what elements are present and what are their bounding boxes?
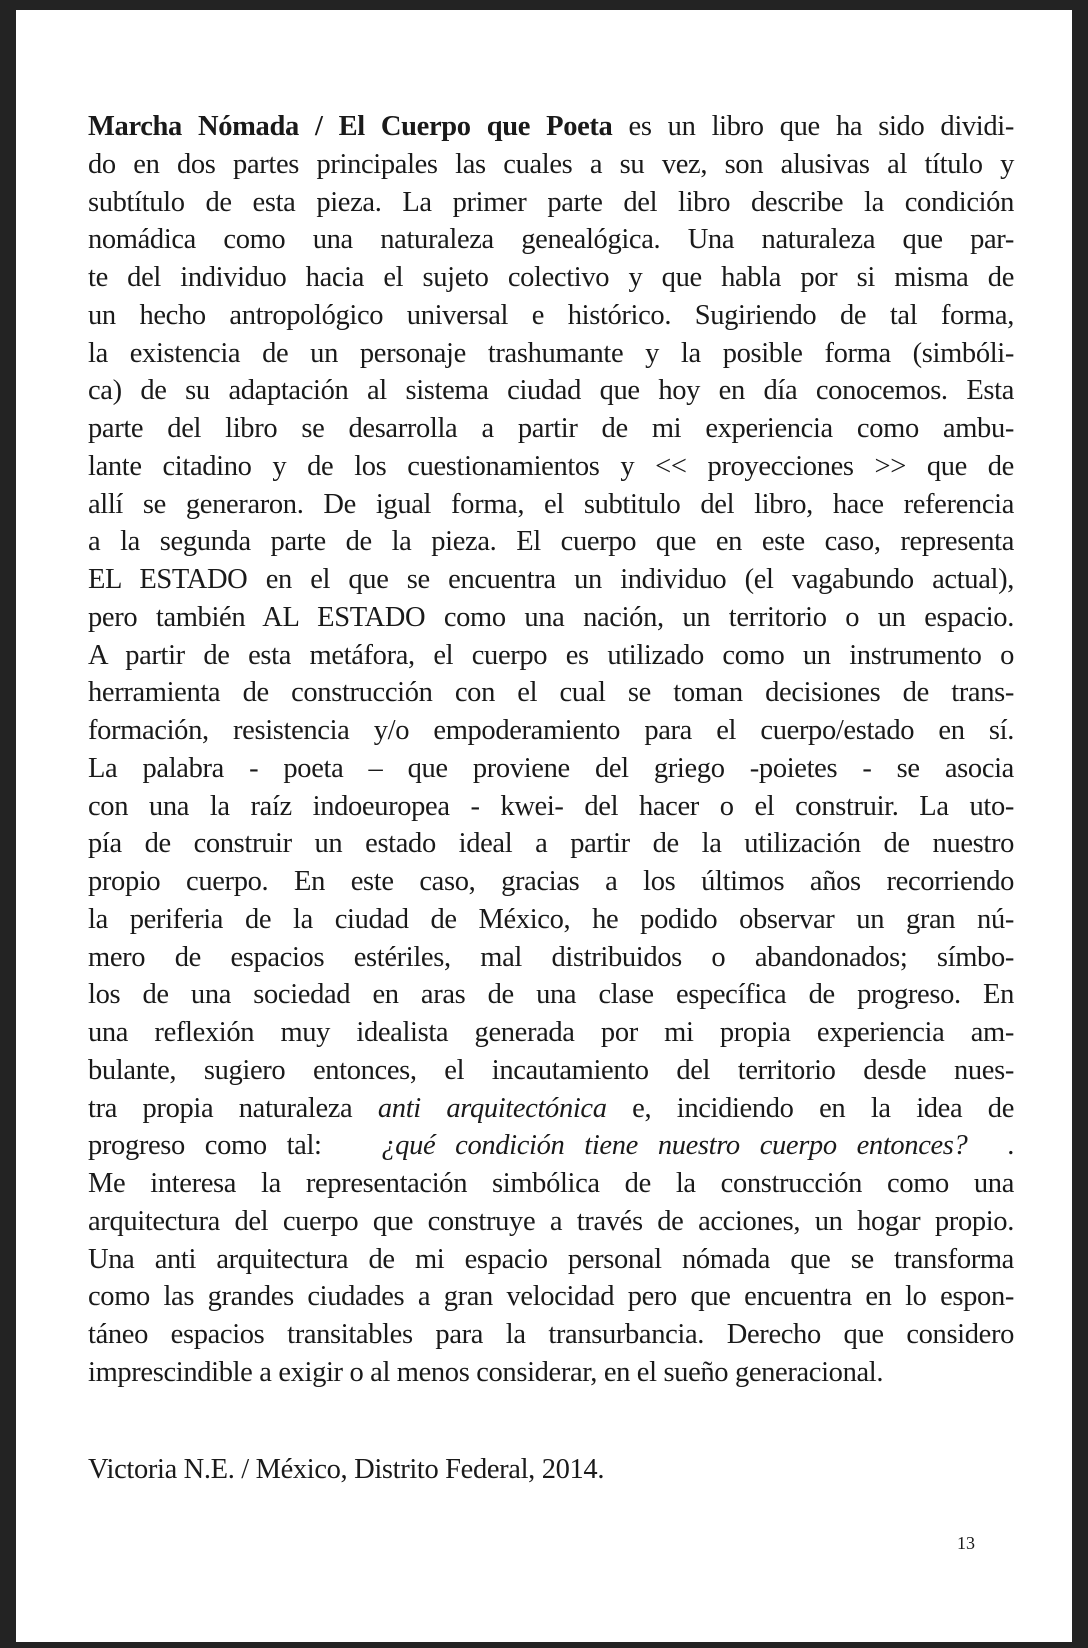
text-line: parte del libro se desarrolla a partir de mi experiencia como ambu- xyxy=(88,413,1014,444)
document-page xyxy=(16,10,1072,1642)
text-line: A partir de esta metáfora, el cuerpo es utilizado como un instrumento o xyxy=(88,639,1014,671)
text-line: EL ESTADO en el que se encuentra un individuo (el vagabundo actual), xyxy=(88,564,1014,595)
page-number: 13 xyxy=(957,1533,975,1553)
text-line: Una anti arquitectura de mi espacio personal nómada que se transforma xyxy=(88,1243,1014,1275)
text-line: lante citadino y de los cuestionamientos y << proyecciones >> que de xyxy=(88,450,1014,482)
text-line-question: progreso como tal: ¿qué condición tiene nuestro cuerpo entonces? . xyxy=(88,1130,1014,1162)
text-line: pía de construir un estado ideal a partir de la utilización de nuestro xyxy=(88,828,1014,860)
text-line: la periferia de la ciudad de México, he podido observar un gran nú- xyxy=(88,903,1014,935)
body-paragraph xyxy=(88,108,1014,1392)
italic-question: ¿qué condición tiene nuestro cuerpo entonces? xyxy=(381,1130,968,1162)
text-line-italic-phrase: tra propia naturaleza anti arquitectónica e, incidiendo en la idea de xyxy=(88,1092,1015,1124)
text-line: pero también AL ESTADO como una nación, un territorio o un espacio. xyxy=(88,601,1014,633)
text-line-1: Marcha Nómada / El Cuerpo que Poeta es un libro que ha sido dividi- xyxy=(88,111,1014,142)
text-line: una reflexión muy idealista generada por mi propia experiencia am- xyxy=(88,1017,1014,1048)
text-line: arquitectura del cuerpo que construye a través de acciones, un hogar propio. xyxy=(88,1205,1014,1237)
text-line: mero de espacios estériles, mal distribuidos o abandonados; símbo- xyxy=(88,941,1014,973)
text-line: bulante, sugiero entonces, el incautamiento del territorio desde nues- xyxy=(88,1054,1014,1086)
text-line: a la segunda parte de la pieza. El cuerpo que en este caso, representa xyxy=(88,526,1014,558)
author-signature: Victoria N.E. / México, Distrito Federal, 2014. xyxy=(88,1454,605,1485)
text-line-last: imprescindible a exigir o al menos considerar, en el sueño generacional. xyxy=(88,1356,884,1388)
text-line: táneo espacios transitables para la transurbancia. Derecho que considero xyxy=(88,1319,1014,1350)
text-line: subtítulo de esta pieza. La primer parte del libro describe la condición xyxy=(88,186,1014,218)
text-line: como las grandes ciudades a gran velocidad pero que encuentra en lo espon- xyxy=(88,1281,1014,1313)
text-line: con una la raíz indoeuropea - kwei- del hacer o el construir. La uto- xyxy=(88,790,1014,822)
italic-phrase: anti arquitectónica xyxy=(377,1092,607,1124)
text-line: un hecho antropológico universal e histórico. Sugiriendo de tal forma, xyxy=(88,299,1014,331)
text-line: la existencia de un personaje trashumante y la posible forma (simbóli- xyxy=(88,337,1014,369)
text-line: allí se generaron. De igual forma, el subtitulo del libro, hace referencia xyxy=(88,488,1014,520)
text-line: do en dos partes principales las cuales a su vez, son alusivas al título y xyxy=(88,148,1014,180)
text-line: La palabra - poeta – que proviene del griego -poietes - se asocia xyxy=(88,752,1014,784)
text-line: Me interesa la representación simbólica de la construcción como una xyxy=(88,1168,1014,1199)
text-line: herramienta de construcción con el cual se toman decisiones de trans- xyxy=(88,677,1014,709)
book-title: Marcha Nómada / El Cuerpo que Poeta xyxy=(88,111,613,142)
text-line: ca) de su adaptación al sistema ciudad que hoy en día conocemos. Esta xyxy=(88,375,1014,407)
text-line: nomádica como una naturaleza genealógica. Una naturaleza que par- xyxy=(88,224,1014,256)
text-line: formación, resistencia y/o empoderamiento para el cuerpo/estado en sí. xyxy=(88,715,1014,746)
text-line: te del individuo hacia el sujeto colectivo y que habla por si misma de xyxy=(88,262,1014,293)
text-line: los de una sociedad en aras de una clase específica de progreso. En xyxy=(88,979,1014,1011)
text-line: propio cuerpo. En este caso, gracias a los últimos años recorriendo xyxy=(88,866,1014,897)
